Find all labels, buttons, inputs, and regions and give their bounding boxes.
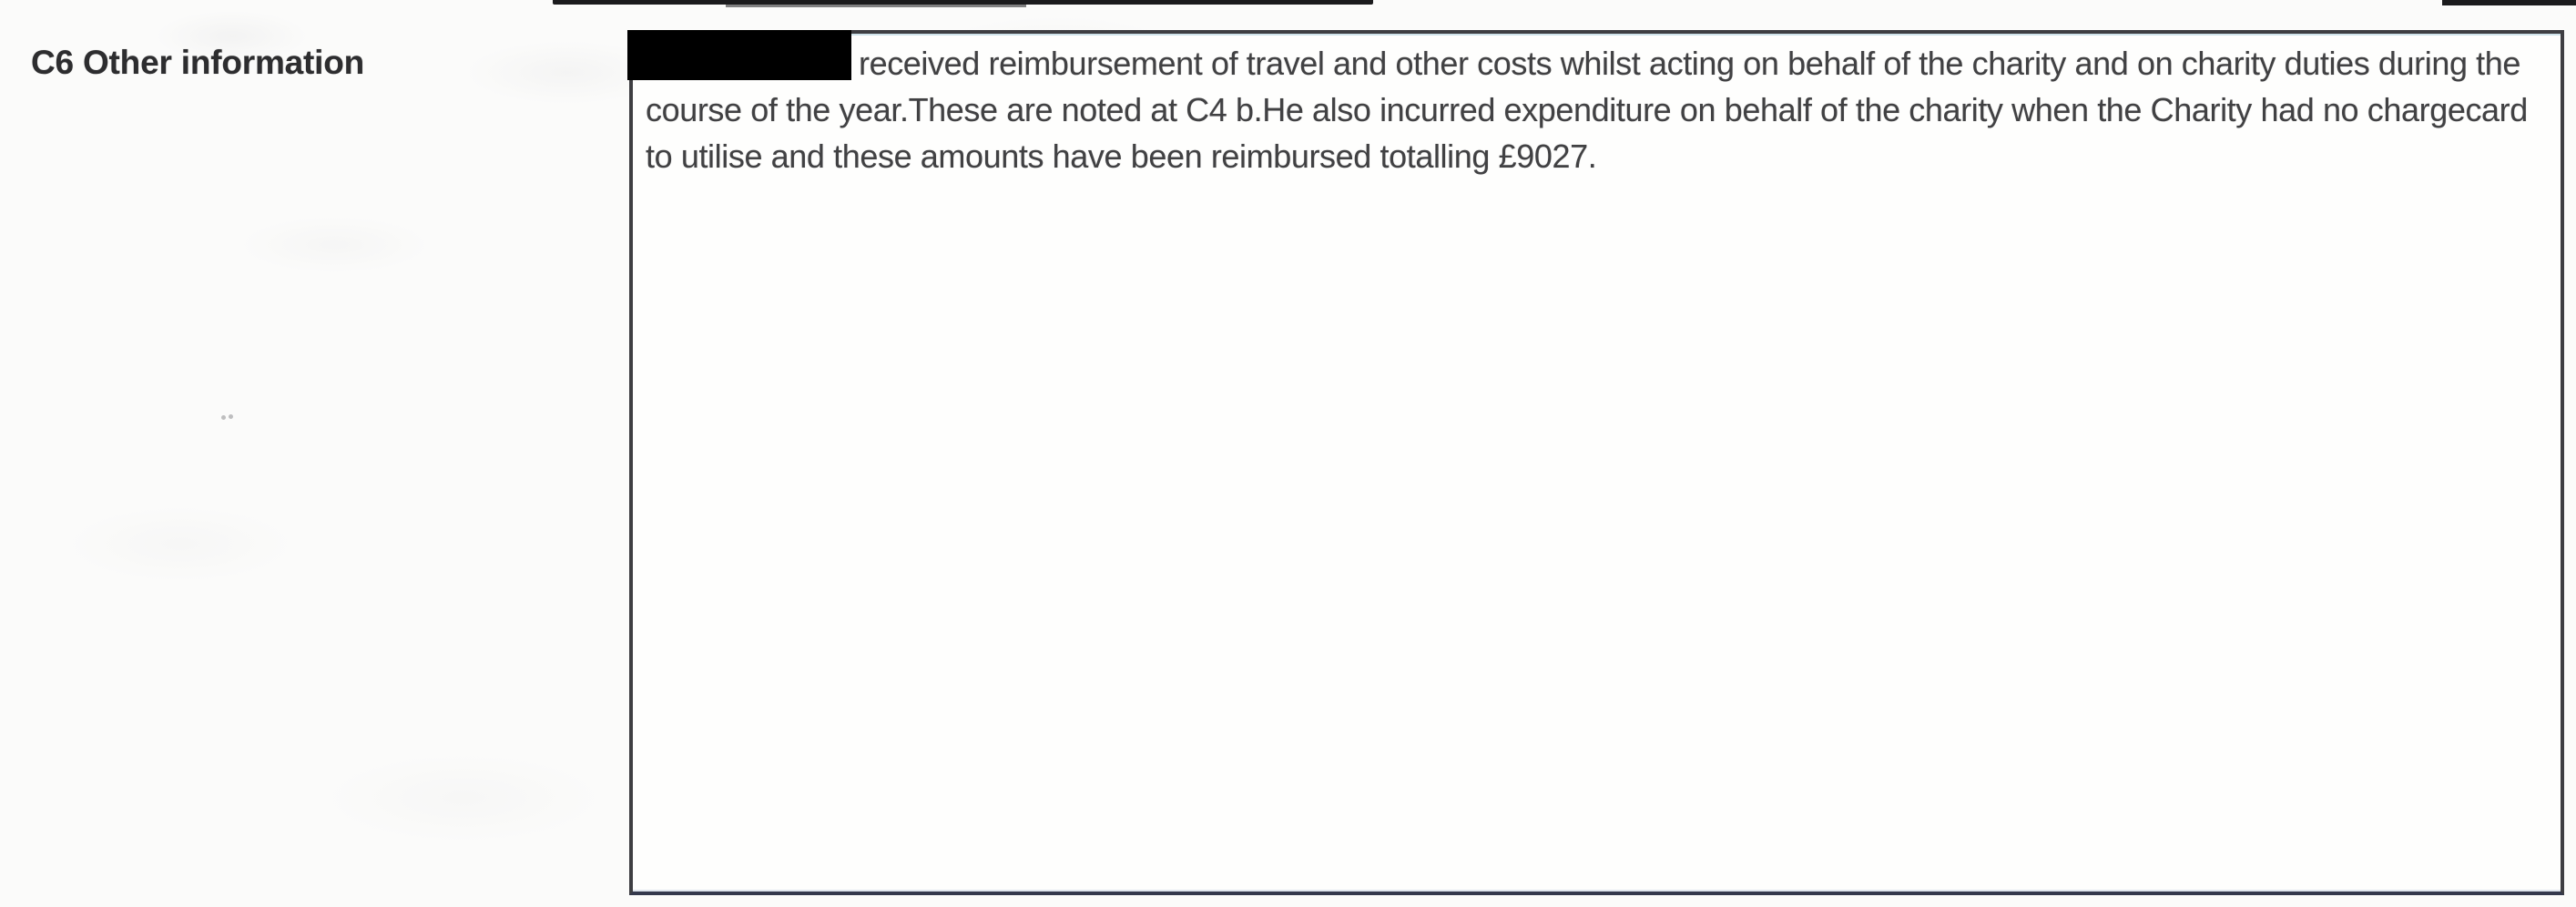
other-information-textbox [629, 30, 2564, 895]
previous-row-remnant-left [553, 0, 1373, 5]
scan-speck-artifact [221, 414, 234, 422]
redaction-block [627, 30, 851, 80]
section-label: C6 Other information [31, 44, 365, 81]
other-information-text: received reimbursement of travel and other costs whilst acting on behalf of the charity and on charity duties during the course of the year.These are noted at C4 b.He also incurred expenditure on behalf of the charity when the Charity had no chargecard to utilise and these amounts have been reimbursed totalling £9027. [646, 45, 2528, 175]
previous-row-remnant-right [2442, 0, 2576, 5]
